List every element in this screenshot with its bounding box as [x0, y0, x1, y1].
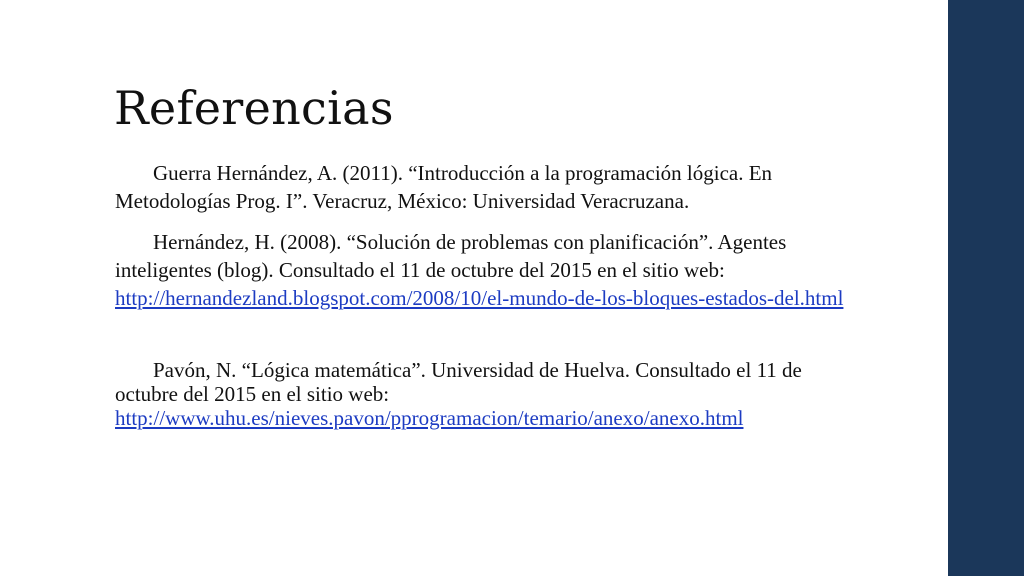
reference-link[interactable]: http://hernandezland.blogspot.com/2008/10/el-mundo-de-los-bloques-estados-del.html	[115, 286, 844, 310]
reference-item	[115, 228, 845, 312]
reference-link[interactable]: http://www.uhu.es/nieves.pavon/pprogramacion/temario/anexo/anexo.html	[115, 406, 744, 430]
reference-item	[115, 358, 845, 430]
side-accent-bar	[948, 0, 1024, 576]
reference-text: Guerra Hernández, A. (2011). “Introducción a la programación lógica. En Metodologías Prog. I”. Veracruz, México: Universidad Veracruzana.	[115, 161, 773, 213]
reference-item	[115, 159, 845, 215]
reference-text: Pavón, N. “Lógica matemática”. Universidad de Huelva. Consultado el 11 de octubre del 2015 en el sitio web:	[115, 358, 802, 406]
slide-title: Referencias	[114, 81, 394, 135]
reference-text: Hernández, H. (2008). “Solución de problemas con planificación”. Agentes inteligentes (blog). Consultado el 11 de octubre del 2015 en el sitio web:	[115, 230, 787, 282]
